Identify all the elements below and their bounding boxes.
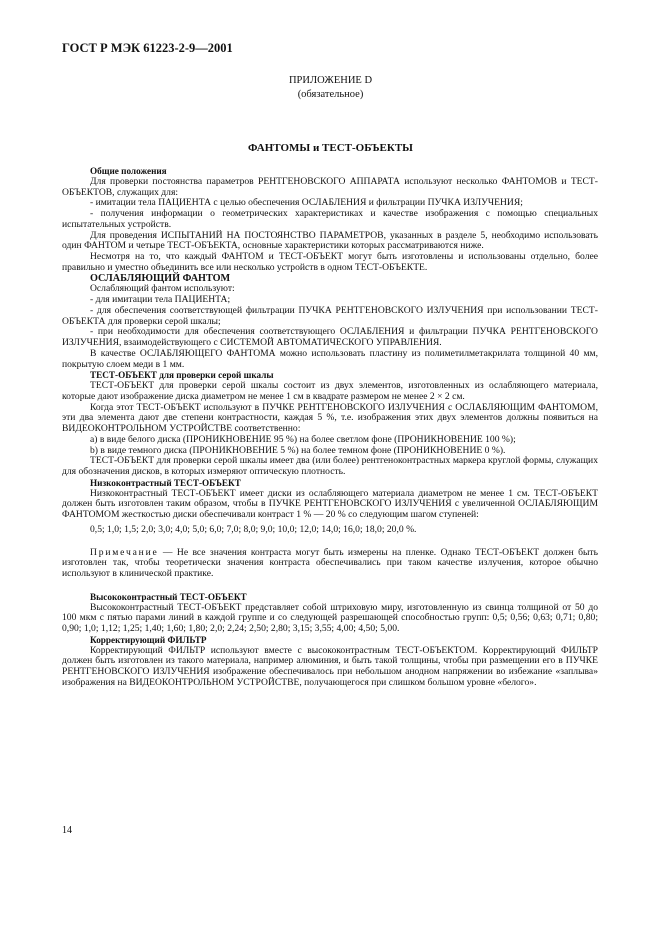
list-item: - для обеспечения соответствующей фильтрации ПУЧКА РЕНТГЕНОВСКОГО ИЗЛУЧЕНИЯ при использовании ТЕСТ-ОБЪЕКТА для проверки серой шкалы; bbox=[62, 304, 598, 327]
note-text: — Не все значения контраста могут быть измерены на пленке. Однако ТЕСТ-ОБЪЕКТ должен быть изготовлен так, чтобы теоретически значения контраста обеспечивались при таком качестве излучения, которое обычно используют в клинической практике. bbox=[62, 546, 598, 579]
list-item: а) в виде белого диска (ПРОНИКНОВЕНИЕ 95 %) на более светлом фоне (ПРОНИКНОВЕНИЕ 100 %); bbox=[90, 433, 516, 445]
appendix-block bbox=[0, 74, 661, 102]
paragraph: Ослабляющий фантом используют: bbox=[90, 283, 235, 295]
list-item: b) в виде темного диска (ПРОНИКНОВЕНИЕ 5 %) на более темном фоне (ПРОНИКНОВЕНИЕ 0 %). bbox=[90, 444, 506, 456]
list-item: - при необходимости для обеспечения соответствующего ОСЛАБЛЕНИЯ и фильтрации ПУЧКА РЕНТГЕНОВСКОГО ИЗЛУЧЕНИЯ, взаимодействующего с СИСТЕМОЙ АВТОМАТИЧЕСКОГО УПРАВЛЕНИЯ. bbox=[62, 326, 598, 348]
section-heading-phantom: ОСЛАБЛЯЮЩИЙ ФАНТОМ bbox=[90, 272, 231, 284]
appendix-label: ПРИЛОЖЕНИЕ D bbox=[288, 75, 373, 86]
document-body bbox=[62, 166, 598, 689]
paragraph: Низкоконтрастный ТЕСТ-ОБЪЕКТ имеет диски из ослабляющего материала диаметром не менее 1 см. ТЕСТ-ОБЪЕКТ должен быть изготовлен таким образом, чтобы в ПУЧКЕ РЕНТГЕНОВСКОГО ИЗЛУЧЕНИЯ с увеличенной ОСЛАБЛЯЮЩИМ ФАНТОМОМ жесткостью диски обеспечивали контраст 1 % — 20 % со следующим шагом ступеней: bbox=[62, 487, 598, 520]
section-heading-low-contrast: Низкоконтрастный ТЕСТ-ОБЪЕКТ bbox=[90, 477, 241, 488]
paragraph: ТЕСТ-ОБЪЕКТ для проверки серой шкалы имеет два (или более) рентгеноконтрастных маркера круглой формы, служащих для обозначения дисков, в которых измеряют оптическую плотность. bbox=[62, 455, 598, 477]
standard-header: ГОСТ Р МЭК 61223-2-9—2001 bbox=[62, 41, 233, 55]
page-number: 14 bbox=[62, 825, 72, 836]
note-label: Примечание bbox=[90, 546, 159, 558]
appendix-status: (обязательное) bbox=[297, 89, 364, 100]
paragraph: ТЕСТ-ОБЪЕКТ для проверки серой шкалы состоит из двух элементов, изготовленных из ослабляющего материала, которые дают изображение диска диаметром не менее 1 см в квадрате размером не менее 2 × 2 см. bbox=[62, 380, 598, 402]
paragraph: Корректирующий ФИЛЬТР используют вместе с высококонтрастным ТЕСТ-ОБЪЕКТОМ. Корректирующий ФИЛЬТР должен быть изготовлен из такого материала, например алюминия, и быть такой толщины, чтобы при размещении его в ПУЧКЕ РЕНТГЕНОВСКОГО ИЗЛУЧЕНИЯ изображение обеспечивалось при небольшом анодном напряжении во избежание «заплыва» изображения на ВИДЕОКОНТРОЛЬНОМ УСТРОЙСТВЕ, получающегося при слишком большом уровне «белого». bbox=[62, 644, 598, 688]
section-heading-grey-scale: ТЕСТ-ОБЪЕКТ для проверки серой шкалы bbox=[90, 370, 274, 381]
list-item: - для имитации тела ПАЦИЕНТА; bbox=[90, 294, 231, 305]
paragraph: Высококонтрастный ТЕСТ-ОБЪЕКТ представляет собой штриховую миру, изготовленную из свинца толщиной от 50 до 100 мкм с пятью парами линий в каждой группе и со следующей разрешающей способностью групп: 0,5; 0,56; 0,63; 0,71; 0,80; 0,90; 1,0; 1,12; 1,25; 1,40; 1,60; 1,80; 2,0; 2,24; 2,50; 2,80; 3,15; 3,55; 4,00; 4,50; 5,00. bbox=[62, 601, 598, 634]
contrast-values: 0,5; 1,0; 1,5; 2,0; 3,0; 4,0; 5,0; 6,0; 7,0; 8,0; 9,0; 10,0; 12,0; 14,0; 16,0; 18,0; 20,0 %. bbox=[90, 523, 417, 535]
paragraph: В качестве ОСЛАБЛЯЮЩЕГО ФАНТОМА можно использовать пластину из полиметилметакрилата толщиной 40 мм, покрытую слоем меди в 1 мм. bbox=[62, 347, 598, 370]
paragraph: Когда этот ТЕСТ-ОБЪЕКТ используют в ПУЧКЕ РЕНТГЕНОВСКОГО ИЗЛУЧЕНИЯ с ОСЛАБЛЯЮЩИМ ФАНТОМОМ, эти два элемента дают две степени контрастности, каждая 5 %, т.е. изображения этих двух элементов должны появиться на ВИДЕОКОНТРОЛЬНОМ УСТРОЙСТВЕ соответственно: bbox=[62, 401, 598, 434]
section-heading-general: Общие положения bbox=[90, 166, 167, 176]
section-heading-filter: Корректирующий ФИЛЬТР bbox=[90, 634, 207, 645]
paragraph: Для проверки постоянства параметров РЕНТГЕНОВСКОГО АППАРАТА используют несколько ФАНТОМОВ и ТЕСТ-ОБЪЕКТОВ, служащих для: bbox=[62, 175, 598, 198]
list-item: - получения информации о геометрических характеристиках и качестве изображения с помощью специальных испытательных устройств. bbox=[62, 208, 598, 230]
paragraph: Для проведения ИСПЫТАНИЙ НА ПОСТОЯНСТВО ПАРАМЕТРОВ, указанных в разделе 5, необходимо использовать один ФАНТОМ и четыре ТЕСТ-ОБЪЕКТА, основные характеристики которых рассматриваются ниже. bbox=[62, 229, 598, 252]
section-heading-high-contrast: Высококонтрастный ТЕСТ-ОБЪЕКТ bbox=[90, 591, 247, 602]
page-title: ФАНТОМЫ и ТЕСТ-ОБЪЕКТЫ bbox=[248, 142, 413, 154]
list-item: - имитации тела ПАЦИЕНТА с целью обеспечения ОСЛАБЛЕНИЯ и фильтрации ПУЧКА ИЗЛУЧЕНИЯ; bbox=[90, 197, 523, 209]
note bbox=[62, 548, 598, 580]
paragraph: Несмотря на то, что каждый ФАНТОМ и ТЕСТ-ОБЪЕКТ могут быть изготовлены и использованы отдельно, более правильно и уместно объединить все или несколько устройств в одном ТЕСТ-ОБЪЕКТЕ. bbox=[62, 251, 598, 273]
